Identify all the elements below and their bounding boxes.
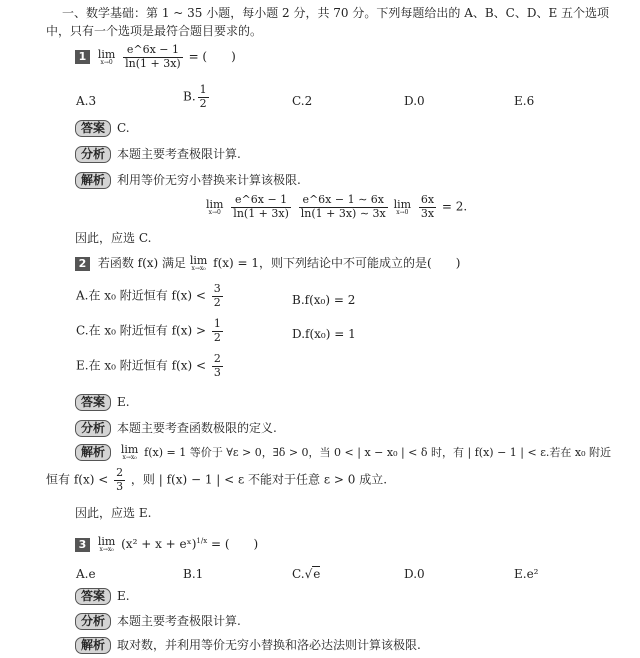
conclusion: 因此，应选 E. [75, 506, 152, 520]
solution-formula: lim x→0 $\frac{e\^{}6x - 1}{\ln(1 + 3x)}$ $\frac{e\^{}6x - 1 \sim 6x}{\ln(1 + 3x) \sim 3x}$ lim x→0 $\frac{6x}{3x}$ = 2. [206, 193, 468, 220]
explanation-row: 解析 lim x→x₀ f(x) = 1 等价于 ∀ε > 0，∃δ > 0，当 0 < | x − x₀ | < δ 时，有 | f(x) − 1 | < ε.若在 x₀ 附近 [75, 444, 611, 461]
option-a: A.3 [76, 94, 97, 108]
option-b: B.f(x₀) = 2 [292, 293, 356, 307]
option-c: C.在 x₀ 附近恒有 f(x) > $\frac{1}{2}$ [76, 317, 221, 344]
option-d: D.f(x₀) = 1 [292, 327, 356, 341]
conclusion: 因此，应选 C. [75, 231, 152, 245]
explanation-row: 解析 取对数，并利用等价无穷小替换和洛必达法则计算该极限. [75, 637, 421, 654]
question-2-stem: 2 若函数 f(x) 满足 lim x→x₀ f(x) = 1，则下列结论中不可能成立的是( ) [75, 255, 460, 272]
option-b: B. $\frac{1}{2}$ [183, 83, 207, 110]
option-c: C.2 [292, 94, 313, 108]
question-number: 1 [75, 50, 90, 64]
answer-tag: 答案 [75, 120, 111, 137]
analysis-row: 分析 本题主要考查函数极限的定义. [75, 420, 277, 437]
limit-operator: lim x→0 [97, 47, 116, 66]
question-3-stem: 3 lim x→x₀ (x² + x + eˣ)$^{1/x}$ = ( ) [75, 536, 258, 553]
option-d: D.0 [404, 94, 425, 108]
option-d: D.0 [404, 567, 425, 581]
explanation-tag: 解析 [75, 172, 111, 189]
answer-row: 答案 E. [75, 588, 130, 605]
answer-row: 答案 C. [75, 120, 130, 137]
option-e: E.e² [514, 567, 539, 581]
answer-tag: 答案 [75, 394, 111, 411]
option-e: E.在 x₀ 附近恒有 f(x) < $\frac{2}{3}$ [76, 352, 221, 379]
option-e: E.6 [514, 94, 535, 108]
explanation-tag: 解析 [75, 637, 111, 654]
option-c: C.√e [292, 567, 321, 581]
analysis-tag: 分析 [75, 613, 111, 630]
explanation-continued: 恒有 f(x) < $\frac{2}{3}$ ，则 | f(x) − 1 | < ε 不能对于任意 ε > 0 成立. [46, 466, 388, 493]
fraction: $\frac{e\^{}6x - 1}{\ln(1 + 3x)}$ [125, 43, 181, 70]
question-number: 2 [75, 257, 90, 271]
question-number: 3 [75, 538, 90, 552]
option-b: B.1 [183, 567, 204, 581]
analysis-row: 分析 本题主要考查极限计算. [75, 146, 241, 163]
option-a: A.在 x₀ 附近恒有 f(x) < $\frac{3}{2}$ [76, 282, 221, 309]
section-intro: 一、数学基础：第 1 ~ 35 小题，每小题 2 分，共 70 分。下列每题给出的 A、B、C、D、E 五个选项中，只有一个选项是最符合题目要求的。 [46, 6, 610, 38]
explanation-tag: 解析 [75, 444, 111, 461]
question-1-stem [75, 44, 236, 70]
analysis-tag: 分析 [75, 146, 111, 163]
analysis-tag: 分析 [75, 420, 111, 437]
answer-tag: 答案 [75, 588, 111, 605]
option-a: A.e [76, 567, 96, 581]
answer-row: 答案 E. [75, 394, 130, 411]
explanation-row: 解析 利用等价无穷小替换来计算该极限. [75, 172, 301, 189]
blank: = ( ) [188, 49, 236, 64]
analysis-row: 分析 本题主要考查极限计算. [75, 613, 241, 630]
